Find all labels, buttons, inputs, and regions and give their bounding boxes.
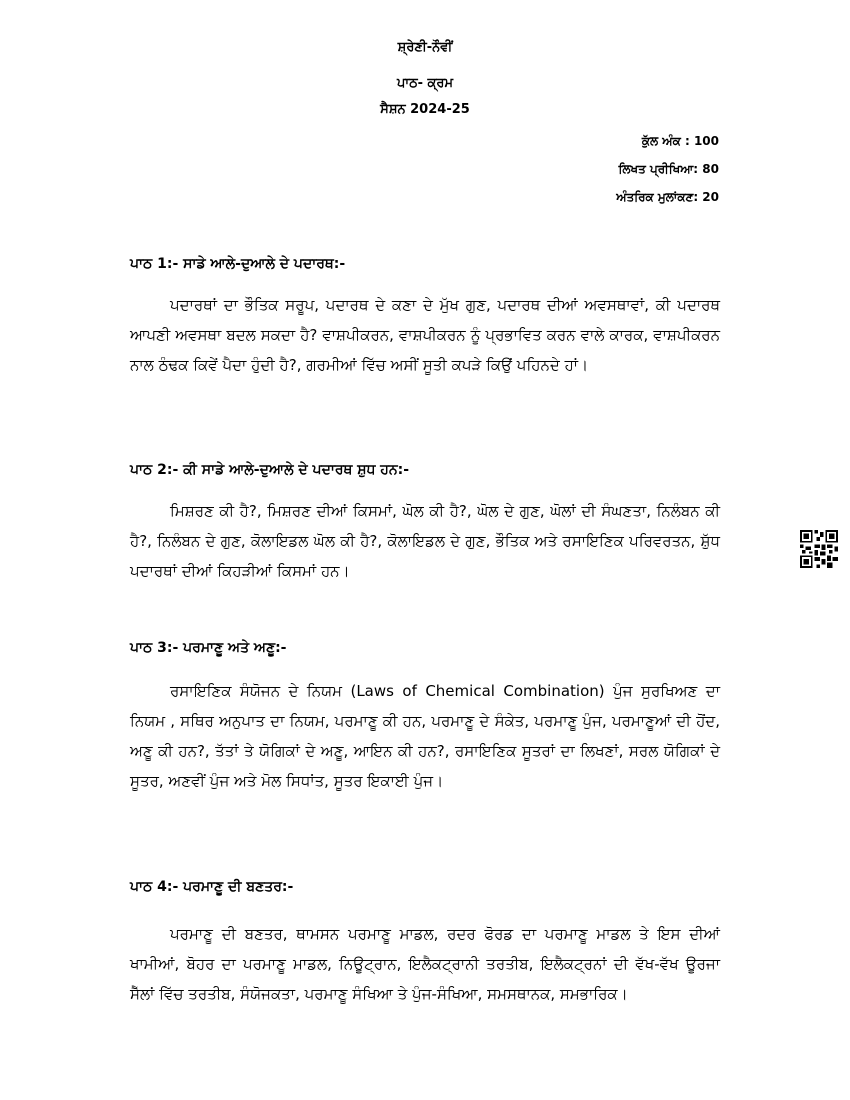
class-label: ਸ਼੍ਰੇਣੀ-ਨੌਵੀਂ: [397, 40, 453, 55]
section-body-2: ਮਿਸ਼ਰਣ ਕੀ ਹੈ?, ਮਿਸ਼ਰਣ ਦੀਆਂ ਕਿਸਮਾਂ, ਘੋਲ ਕੀ ਹੈ?, ਘੋਲ ਦੇ ਗੁਣ, ਘੋਲਾਂ ਦੀ ਸੰਘਣਤਾ, ਨਿਲੰਬਨ ਕੀ ਹੈ?, ਨਿਲੰਬਨ ਦੇ ਗੁਣ, ਕੋਲਾਇਡਲ ਘੋਲ ਕੀ ਹੈ?, ਕੋਲਾਇਡਲ ਦੇ ਗੁਣ, ਭੌਤਿਕ ਅਤੇ ਰਸਾਇਣਿਕ ਪਰਿਵਰਤਨ, ਸ਼ੁੱਧ ਪਦਾਰਥਾਂ ਦੀਆਂ ਕਿਹੜੀਆਂ ਕਿਸਮਾਂ ਹਨ।: [130, 502, 720, 580]
session-label: ਸੈਸ਼ਨ 2024-25: [380, 102, 470, 117]
syllabus-label: ਪਾਠ- ਕ੍ਰਮ: [396, 76, 454, 91]
section-body-1: ਪਦਾਰਥਾਂ ਦਾ ਭੌਤਿਕ ਸਰੂਪ, ਪਦਾਰਥ ਦੇ ਕਣਾ ਦੇ ਮੁੱਖ ਗੁਣ, ਪਦਾਰਥ ਦੀਆਂ ਅਵਸਥਾਵਾਂ, ਕੀ ਪਦਾਰਥ ਆਪਣੀ ਅਵਸਥਾ ਬਦਲ ਸਕਦਾ ਹੈ? ਵਾਸ਼ਪੀਕਰਨ, ਵਾਸ਼ਪੀਕਰਨ ਨੂੰ ਪ੍ਰਭਾਵਿਤ ਕਰਨ ਵਾਲੇ ਕਾਰਕ, ਵਾਸ਼ਪੀਕਰਨ ਨਾਲ ਠੰਢਕ ਕਿਵੇਂ ਪੈਦਾ ਹੁੰਦੀ ਹੈ?, ਗਰਮੀਆਂ ਵਿੱਚ ਅਸੀਂ ਸੂਤੀ ਕਪੜੇ ਕਿਉਂ ਪਹਿਨਦੇ ਹਾਂ।: [130, 296, 720, 374]
section-title-2: ਪਾਠ 2:- ਕੀ ਸਾਡੇ ਆਲੇ-ਦੁਆਲੇ ਦੇ ਪਦਾਰਥ ਸ਼ੁਧ ਹਨ:-: [130, 462, 410, 478]
total-marks: ਕੁੱਲ ਅੰਕ : 100: [641, 134, 719, 148]
marks-breakdown: [616, 133, 719, 217]
section-title-4: ਪਾਠ 4:- ਪਰਮਾਣੂ ਦੀ ਬਣਤਰ:-: [130, 879, 294, 895]
section-body-4: ਪਰਮਾਣੂ ਦੀ ਬਣਤਰ, ਥਾਮਸਨ ਪਰਮਾਣੂ ਮਾਡਲ, ਰਦਰ ਫੋਰਡ ਦਾ ਪਰਮਾਣੂ ਮਾਡਲ ਤੇ ਇਸ ਦੀਆਂ ਖਾਮੀਆਂ, ਬੋਹਰ ਦਾ ਪਰਮਾਣੂ ਮਾਡਲ, ਨਿਊਟ੍ਰਾਨ, ਇਲੈਕਟ੍ਰਾਨੀ ਤਰਤੀਬ, ਇਲੈਕਟ੍ਰਨਾਂ ਦੀ ਵੱਖ-ਵੱਖ ਊਰਜਾ ਸੈੱਲਾਂ ਵਿੱਚ ਤਰਤੀਬ, ਸੰਯੋਜਕਤਾ, ਪਰਮਾਣੂ ਸੰਖਿਆ ਤੇ ਪੁੰਜ-ਸੰਖਿਆ, ਸਮਸਥਾਨਕ, ਸਮਭਾਰਿਕ।: [130, 925, 720, 1003]
section-title-1: ਪਾਠ 1:- ਸਾਡੇ ਆਲੇ-ਦੁਆਲੇ ਦੇ ਪਦਾਰਥ:-: [130, 256, 346, 272]
section-body-3: ਰਸਾਇਣਿਕ ਸੰਯੋਜਨ ਦੇ ਨਿਯਮ (Laws of Chemical Combination) ਪੁੰਜ ਸੁਰਖਿਅਣ ਦਾ ਨਿਯਮ , ਸਥਿਰ ਅਨੁਪਾਤ ਦਾ ਨਿਯਮ, ਪਰਮਾਣੂ ਕੀ ਹਨ, ਪਰਮਾਣੂ ਦੇ ਸੰਕੇਤ, ਪਰਮਾਣੂ ਪੁੰਜ, ਪਰਮਾਣੂਆਂ ਦੀ ਹੋਂਦ, ਅਣੂ ਕੀ ਹਨ?, ਤੱਤਾਂ ਤੇ ਯੋਗਿਕਾਂ ਦੇ ਅਣੂ, ਆਇਨ ਕੀ ਹਨ?, ਰਸਾਇਣਿਕ ਸੂਤਰਾਂ ਦਾ ਲਿਖਣਾਂ, ਸਰਲ ਯੋਗਿਕਾਂ ਦੇ ਸੂਤਰ, ਅਣਵੀਂ ਪੁੰਜ ਅਤੇ ਮੋਲ ਸਿਧਾਂਤ, ਸੂਤਰ ਇਕਾਈ ਪੁੰਜ।: [130, 682, 720, 790]
qr-code-icon: [800, 530, 838, 568]
written-exam-marks: ਲਿਖਤ ਪ੍ਰੀਖਿਆ: 80: [618, 162, 719, 176]
section-title-3: ਪਾਠ 3:- ਪਰਮਾਣੂ ਅਤੇ ਅਣੂ:-: [130, 640, 287, 656]
internal-assessment-marks: ਅੰਤਰਿਕ ਮੁਲਾਂਕਣ: 20: [616, 190, 719, 204]
